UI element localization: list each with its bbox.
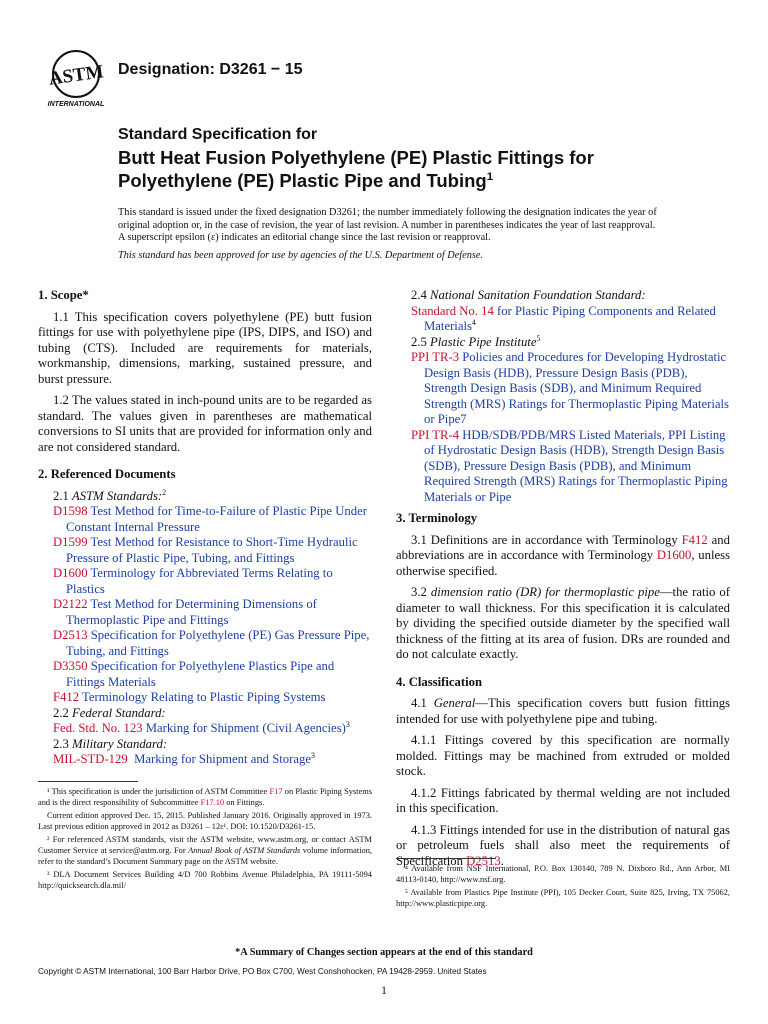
logo-subtext: INTERNATIONAL [47, 101, 105, 108]
ppi-ref-title[interactable]: Policies and Procedures for Developing Hydrostatic Design Basis (HDB), Pressure Design Basis (PDB), Strength Design Basis (SDB), and Minimum Required Strength (MRS) Ratings for Thermoplastic Piping Materials or Pipe7 [424, 350, 729, 426]
astm-ref-code[interactable]: D1600 [53, 566, 88, 580]
astm-ref-code[interactable]: F412 [53, 690, 80, 704]
logo-text: ASTM [47, 61, 105, 90]
footnote-1: ¹ This specification is under the jurisdiction of ASTM Committee F17 on Plastic Piping Systems and is the direct responsibility of Subcommittee F17.10 on Fittings. [38, 787, 372, 807]
federal-ref-code[interactable]: Fed. Std. No. 123 [53, 721, 143, 735]
designation-year: − 15 [266, 61, 303, 78]
refdocs-heading: 2. Referenced Documents [38, 467, 176, 481]
scope-paragraph-2: 1.2 The values stated in inch-pound units are to be regarded as standard. The values given in parentheses are mathematical conversions to SI units that are provided for information only and are not considered standard. [38, 393, 372, 454]
summary-note: *A Summary of Changes section appears at the end of this standard [235, 947, 533, 958]
astm-ref-code[interactable]: D2513 [53, 628, 88, 642]
federal-ref: Fed. Std. No. 123 Marking for Shipment (Civil Agencies)$^3$ [53, 719, 350, 735]
astm-ref-title[interactable]: Specification for Polyethylene Plastics Pipe and Fittings Materials [66, 659, 335, 689]
term-ref-d1600[interactable]: D1600 [656, 548, 692, 562]
astm-logo [40, 48, 112, 110]
fn-ref-f17-10[interactable]: F17.10 [200, 797, 225, 807]
classification-paragraph-2: 4.1.1 Fittings covered by this specification are normally molded. Fittings may be machined from extruded or molded stock. [396, 733, 730, 778]
class-ref-d2513[interactable]: D2513 [466, 853, 501, 868]
scope-paragraph-1: 1.1 This specification covers polyethylene (PE) butt fusion fittings for use with polyethylene pipe (IPS, DIPS, and ISO) and tubing (CTS). Included are requirements for materials, workmanship, dimensions, marking, sustained pressure, and burst pressure. [38, 309, 372, 386]
astm-ref-title[interactable]: Test Method for Determining Dimensions of Thermoplastic Pipe and Fittings [66, 597, 317, 627]
nsf-ref-title[interactable]: for Plastic Piping Components and Related Materials [424, 303, 716, 333]
footnote-rule [38, 781, 138, 782]
footnotes-left [38, 781, 372, 894]
military-ref-code[interactable]: MIL-STD-129 [53, 752, 128, 766]
astm-ref-code[interactable]: D1598 [53, 504, 88, 518]
astm-ref-title[interactable]: Specification for Polyethylene (PE) Gas Pressure Pipe, Tubing, and Fittings [66, 628, 370, 658]
page-number: 1 [381, 983, 387, 997]
ppi-ref [396, 350, 730, 428]
scope-heading: 1. Scope* [38, 288, 89, 302]
federal-ref-title[interactable]: Marking for Shipment (Civil Agencies) [145, 721, 346, 735]
classification-paragraph-3: 4.1.2 Fittings fabricated by thermal welding are not included in this specification. [396, 785, 730, 815]
ppi-ref-code[interactable]: PPI TR-4 [411, 427, 460, 442]
footnotes-right [396, 858, 730, 912]
left-column [38, 288, 372, 768]
ppi-ref-title[interactable]: HDB/SDB/PDB/MRS Listed Materials, PPI Listing of Hydrostatic Design Basis (HDB), Strength Design Basis (SDB), Pressure Design Basis (PDB), and Minimum Required Strength (MRS) Ratings for Thermoplastic Piping Materials or Pipe [424, 427, 728, 504]
nsf-ref-code[interactable]: Standard No. 14 [411, 303, 494, 318]
terminology-paragraph-2: 3.2 dimension ratio (DR) for thermoplastic pipe—the ratio of diameter to wall thickness. For this specification it is calculated by dividing the specified outside diameter by the specified wall thickness of the fitting at its area of fusion. DRs are rounded and do not calculate exactly. [396, 585, 730, 661]
ppi-label: 2.5 Plastic Pipe Institute$^5$ [411, 333, 541, 349]
ppi-refs-list [396, 350, 730, 505]
term-ref-f412[interactable]: F412 [681, 532, 708, 547]
astm-standards-label: 2.1 ASTM Standards:$^2$ [53, 487, 167, 503]
fn-ref-f17[interactable]: F17 [269, 787, 283, 796]
astm-ref-title[interactable]: Terminology Relating to Plastic Piping Systems [82, 690, 326, 704]
federal-standard-label: 2.2 Federal Standard: [53, 705, 166, 720]
right-column [396, 288, 730, 875]
astm-ref [38, 597, 372, 628]
designation [118, 61, 303, 79]
title-block [118, 126, 738, 192]
footnote-1-edition: Current edition approved Dec. 15, 2015. Published January 2016. Originally approved in 1973. Last previous edition approved in 2012 as D3261 – 12ε¹. DOI: 10.1520/D3261-15. [38, 811, 372, 831]
classification-paragraph-4: 4.1.3 Fittings intended for use in the distribution of natural gas or petroleum fuels shall also meet the requirements of Specification D2513. [396, 822, 730, 868]
astm-ref-code[interactable]: D1599 [53, 535, 88, 549]
title-line-2: Butt Heat Fusion Polyethylene (PE) Plastic Fittings for [118, 147, 594, 168]
footnote-4: ⁴ Available from NSF International, P.O. Box 130140, 789 N. Dixboro Rd., Ann Arbor, MI 48113-0140, http://www.nsf.org. [396, 864, 730, 884]
military-ref: MIL-STD-129 Marking for Shipment and Storage$^3$ [53, 750, 315, 766]
nsf-ref: Standard No. 14 for Plastic Piping Components and Related Materials$^4$ [411, 303, 716, 333]
astm-ref [38, 566, 372, 597]
intro-text: This standard is issued under the fixed designation D3261; the number immediately following the designation indicates the year of original adoption or, in the case of revision, the year of last revision. A number in parentheses indicates the year of last reapproval. A superscript epsilon (ε) indicates an editorial change since the last revision or reapproval. [118, 207, 657, 244]
astm-ref-code[interactable]: D3350 [53, 659, 88, 673]
approval-text: This standard has been approved for use by agencies of the U.S. Department of Defense. [118, 250, 484, 261]
astm-ref [38, 628, 372, 659]
classification-paragraph-1: 4.1 General—This specification covers butt fusion fittings intended for use with polyethylene pipe and tubing. [396, 696, 730, 726]
copyright: Copyright © ASTM International, 100 Barr Harbor Drive, PO Box C700, West Conshohocken, PA 19428-2959. United States [38, 967, 487, 976]
terminology-heading: 3. Terminology [396, 511, 478, 525]
ppi-ref-code[interactable]: PPI TR-3 [411, 350, 460, 364]
astm-ref-title[interactable]: Terminology for Abbreviated Terms Relating to Plastics [66, 566, 333, 596]
astm-ref [38, 504, 372, 535]
military-ref-title[interactable]: Marking for Shipment and Storage [134, 752, 311, 766]
footnote-5: ⁵ Available from Plastics Pipe Institute (PPI), 105 Decker Court, Suite 825, Irving, TX 75062, http://www.plasticpipe.org. [396, 888, 730, 908]
title-line-3: Polyethylene (PE) Plastic Pipe and Tubing [118, 170, 487, 191]
footnote-2: ² For referenced ASTM standards, visit the ASTM website, www.astm.org, or contact ASTM Customer Service at service@astm.org. For Annual Book of ASTM Standards volume information, refer to the standard’s Document Summary page on the ASTM website. [38, 835, 372, 866]
footnote-3: ³ DLA Document Services Building 4/D 700 Robbins Avenue Philadelphia, PA 19111-5094 http://quicksearch.dla.mil/ [38, 870, 372, 890]
ppi-ref [396, 428, 730, 506]
terminology-paragraph-1: 3.1 Definitions are in accordance with Terminology F412 and abbreviations are in accordance with Terminology D1600, unless otherwise specified. [396, 532, 730, 578]
astm-ref-code[interactable]: D2122 [53, 597, 88, 611]
title-line-1: Standard Specification for [118, 126, 318, 143]
astm-refs-list [38, 504, 372, 706]
designation-label: Designation: D3261 [118, 61, 267, 78]
astm-ref-title[interactable]: Test Method for Time-to-Failure of Plastic Pipe Under Constant Internal Pressure [66, 504, 367, 534]
footnote-rule-right [396, 858, 496, 859]
title-footnote-mark: 1 [486, 170, 494, 183]
title-line-3-wrap [118, 169, 738, 192]
nsf-standard-label: 2.4 National Sanitation Foundation Standard: [411, 288, 646, 302]
astm-ref [38, 535, 372, 566]
classification-heading: 4. Classification [396, 674, 482, 689]
astm-ref [38, 659, 372, 690]
astm-ref-title[interactable]: Test Method for Resistance to Short-Time Hydraulic Pressure of Plastic Pipe, Tubing, and Fittings [66, 535, 358, 565]
astm-ref [38, 690, 372, 706]
military-standard-label: 2.3 Military Standard: [53, 736, 168, 751]
